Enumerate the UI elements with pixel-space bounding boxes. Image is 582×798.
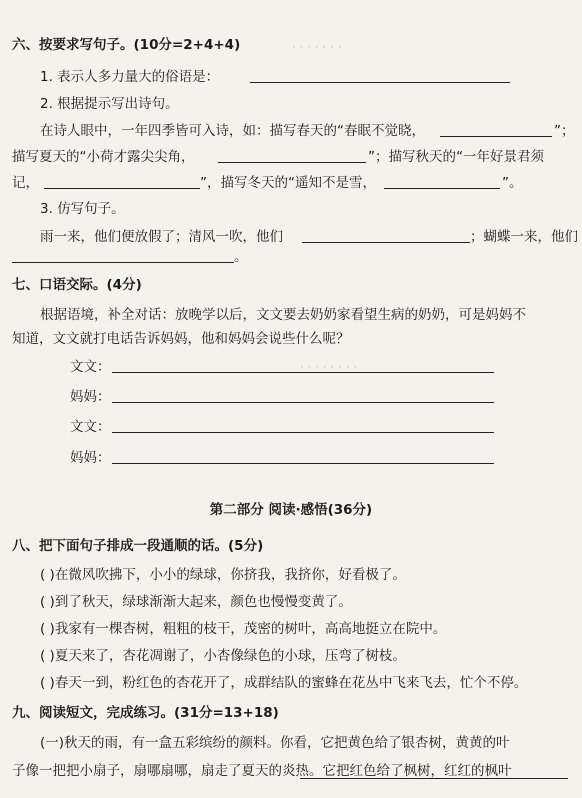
wenwen-line-2[interactable] bbox=[112, 432, 494, 433]
bleed-through-mark: · · · · · · · · bbox=[300, 360, 358, 374]
sentence-item[interactable]: ( )到了秋天，绿球渐渐大起来，颜色也慢慢变黄了。 bbox=[40, 594, 352, 610]
imitate-sentence-end: 。 bbox=[234, 249, 248, 265]
poem-winter-prompt: ”，描写冬天的“遥知不是雪， bbox=[200, 175, 376, 191]
wenwen-label-2: 文文： bbox=[70, 419, 111, 435]
q1-answer-line[interactable] bbox=[250, 82, 510, 83]
mama-label-2: 妈妈： bbox=[70, 450, 111, 466]
mama-label-1: 妈妈： bbox=[70, 389, 111, 405]
mama-line-2[interactable] bbox=[112, 463, 494, 464]
bleed-through-mark: · · · · · · · bbox=[292, 40, 342, 54]
section-7-title: 七、口语交际。(4分) bbox=[12, 277, 142, 293]
wenwen-line-1[interactable] bbox=[112, 372, 494, 373]
reading-passage-line-1: (一)秋天的雨，有一盒五彩缤纷的颜料。你看，它把黄色给了银杏树，黄黄的叶 bbox=[40, 735, 510, 751]
sentence-item[interactable]: ( )夏天来了，杏花凋谢了，小杏像绿色的小球，压弯了树枝。 bbox=[40, 648, 406, 664]
poem-autumn-start: 记， bbox=[12, 175, 39, 191]
poem-spring-prompt: 在诗人眼中，一年四季皆可入诗，如：描写春天的“春眠不觉晓， bbox=[40, 123, 425, 139]
dialogue-context-1: 根据语境，补全对话：放晚学以后，文文要去奶奶家看望生病的奶奶，可是妈妈不 bbox=[40, 307, 526, 323]
imitate-blank-2[interactable] bbox=[12, 262, 234, 263]
poem-autumn-blank[interactable] bbox=[44, 188, 200, 189]
imitate-blank-1[interactable] bbox=[302, 242, 470, 243]
mama-line-1[interactable] bbox=[112, 402, 494, 403]
section-8-title: 八、把下面句子排成一段通顺的话。(5分) bbox=[12, 538, 264, 554]
dialogue-context-2: 知道，文文就打电话告诉妈妈，他和妈妈会说些什么呢？ bbox=[12, 331, 350, 347]
section-9-title: 九、阅读短文，完成练习。(31分=13+18) bbox=[12, 705, 279, 721]
poem-spring-blank[interactable] bbox=[440, 136, 552, 137]
passage-underline bbox=[300, 778, 568, 779]
imitate-sentence-mid: ；蝴蝶一来，他们 bbox=[470, 229, 578, 245]
poem-winter-blank[interactable] bbox=[384, 188, 500, 189]
poem-winter-end: ”。 bbox=[502, 175, 523, 191]
wenwen-label-1: 文文： bbox=[70, 359, 111, 375]
sentence-item[interactable]: ( )我家有一棵杏树，粗粗的枝干，茂密的树叶，高高地挺立在院中。 bbox=[40, 621, 447, 637]
part-2-title: 第二部分 阅读·感悟(36分) bbox=[209, 502, 373, 518]
poem-spring-end: ”； bbox=[554, 123, 575, 139]
q2-label: 2. 根据提示写出诗句。 bbox=[40, 96, 179, 112]
poem-summer-blank[interactable] bbox=[218, 162, 366, 163]
q3-label: 3. 仿写句子。 bbox=[40, 201, 125, 217]
sentence-item[interactable]: ( )春天一到，粉红色的杏花开了，成群结队的蜜蜂在花丛中飞来飞去，忙个不停。 bbox=[40, 675, 528, 691]
section-6-title: 六、按要求写句子。(10分=2+4+4) bbox=[12, 37, 241, 53]
imitate-sentence-prompt: 雨一来，他们便放假了；清风一吹，他们 bbox=[40, 229, 283, 245]
poem-autumn-prompt: ”；描写秋天的“一年好景君须 bbox=[368, 149, 544, 165]
poem-summer-prompt: 描写夏天的“小荷才露尖尖角， bbox=[12, 149, 195, 165]
q1-label: 1. 表示人多力量大的俗语是： bbox=[40, 69, 220, 85]
sentence-item[interactable]: ( )在微风吹拂下，小小的绿球，你挤我，我挤你，好看极了。 bbox=[40, 567, 406, 583]
reading-passage-line-2: 子像一把把小扇子，扇哪扇哪，扇走了夏天的炎热。它把红色给了枫树，红红的枫叶 bbox=[12, 763, 512, 779]
